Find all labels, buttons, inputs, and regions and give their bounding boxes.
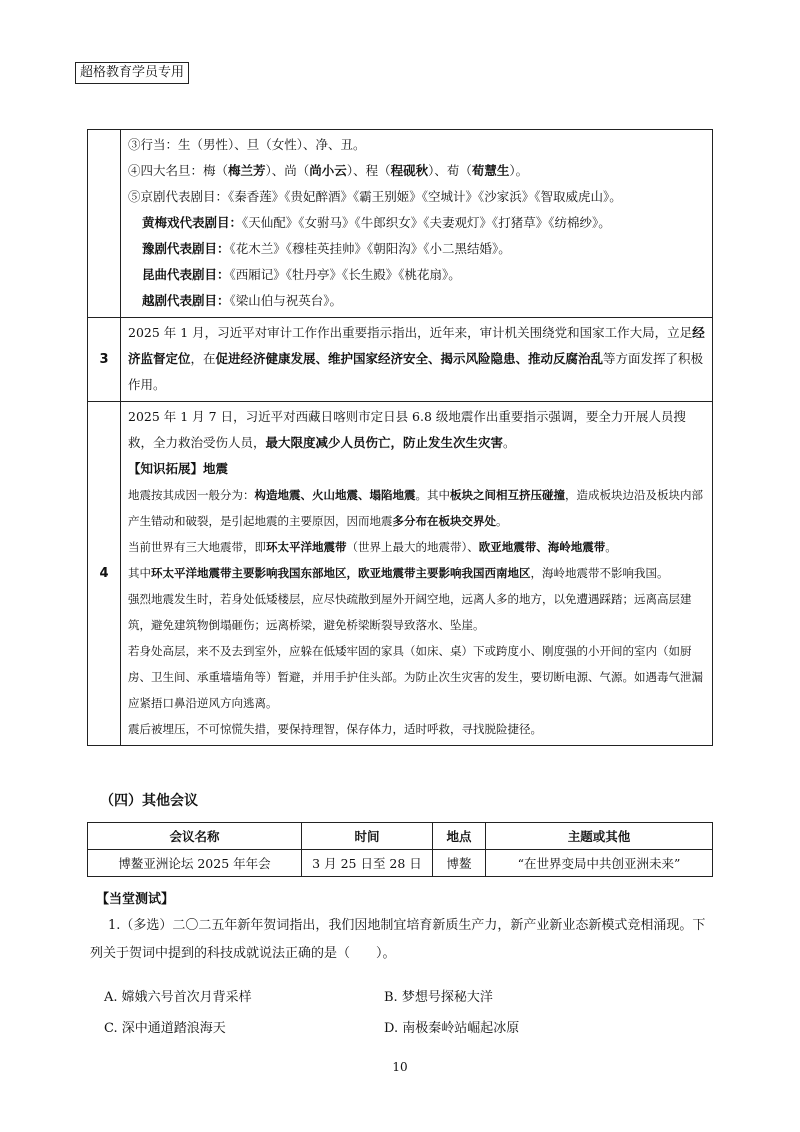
belt-impact: 其中环太平洋地震带主要影响我国东部地区，欧亚地震带主要影响我国西南地区，海岭地震带不影响我国。 <box>128 566 669 580</box>
meeting-place: 博鳌 <box>433 850 486 877</box>
question-text: 1.（多选）二〇二五年新年贺词指出，我们因地制宜培育新质生产力，新产业新业态新模式竞相涌现。下列关于贺词中提到的科技成就说法正确的是（ ）。 <box>90 918 706 961</box>
huangmei-repertoire: 黄梅戏代表剧目：《天仙配》《女驸马》《牛郎织女》《夫妻观灯》《打猪草》《纺棉纱》。 <box>142 215 611 230</box>
earthquake-causes: 地震按其成因一般分为：构造地震、火山地震、塌陷地震。其中板块之间相互挤压碰撞，造成板块边沿及板块内部产生错动和破裂，是引起地震的主要原因，因而地震多分布在板块交界处。 <box>128 488 703 528</box>
option-d: D. 南极秦岭站崛起冰原 <box>384 1021 520 1036</box>
low-floor-advice: 强烈地震发生时，若身处低矮楼层，应尽快疏散到屋外开阔空地，远离人多的地方，以免遭遇踩踏；远离高层建筑，避免建筑物倒塌砸伤；远离桥梁，避免桥梁断裂导致落水、坠崖。 <box>128 592 692 632</box>
four-dan: ④四大名旦：梅（梅兰芳）、尚（尚小云）、程（程砚秋）、荀（荀慧生）。 <box>128 163 529 178</box>
opera-content <box>121 130 713 318</box>
meeting-name: 博鳌亚洲论坛 2025 年年会 <box>88 850 302 877</box>
main-table <box>87 129 713 746</box>
option-b: B. 梦想号探秘大洋 <box>384 990 493 1005</box>
trapped-advice: 震后被埋压，不可惊慌失措，要保持理智，保存体力，适时呼救，寻找脱险捷径。 <box>128 722 542 736</box>
test-title: 【当堂测试】 <box>96 892 175 907</box>
kunqu-repertoire: 昆曲代表剧目：《西厢记》《牡丹亭》《长生殿》《桃花扇》。 <box>142 267 461 282</box>
yue-opera-repertoire: 越剧代表剧目：《梁山伯与祝英台》。 <box>142 293 343 308</box>
meeting-theme: “在世界变局中共创亚洲未来” <box>486 850 713 877</box>
peking-opera-repertoire: ⑤京剧代表剧目：《秦香莲》《贵妃醉酒》《霸王别姬》《空城计》《沙家浜》《智取威虎山》。 <box>128 189 622 204</box>
page-number: 10 <box>392 1060 408 1074</box>
yu-opera-repertoire: 豫剧代表剧目：《花木兰》《穆桂英挂帅》《朝阳沟》《小二黑结婚》。 <box>142 241 511 256</box>
column-header: 时间 <box>302 823 433 850</box>
row-number: 3 <box>88 318 121 402</box>
audit-paragraph: 2025 年 1 月，习近平对审计工作作出重要指示指出，近年来，审计机关围绕党和国家工作大局，立足经济监督定位，在促进经济健康发展、维护国家经济安全、揭示风险隐患、推动反腐治乱等方面发挥了积极作用。 <box>128 325 705 392</box>
high-floor-advice: 若身处高层，来不及去到室外，应躲在低矮牢固的家具（如床、桌）下或跨度小、刚度强的小开间的室内（如厨房、卫生间、承重墙墙角等）暂避，并用手护住头部。为防止次生灾害的发生，要切断电源、气源。如遇毒气泄漏应紧捂口鼻沿逆风方向逃离。 <box>128 644 703 710</box>
table-row <box>88 318 713 402</box>
option-a: A. 嫦娥六号首次月背采样 <box>104 990 252 1005</box>
section-title: （四）其他会议 <box>100 793 198 809</box>
meetings-table <box>87 822 713 877</box>
row-number <box>88 130 121 318</box>
table-row <box>88 130 713 318</box>
meeting-time: 3 月 25 日至 28 日 <box>302 850 433 877</box>
earthquake-content <box>121 402 713 746</box>
opera-roles: ③行当：生（男性）、旦（女性）、净、丑。 <box>128 137 366 152</box>
column-header: 地点 <box>433 823 486 850</box>
row-number: 4 <box>88 402 121 746</box>
table-row <box>88 850 713 877</box>
knowledge-heading: 【知识拓展】地震 <box>128 461 229 476</box>
column-header: 会议名称 <box>88 823 302 850</box>
meetings-header-row <box>88 823 713 850</box>
audit-content <box>121 318 713 402</box>
header-stamp: 超格教育学员专用 <box>75 62 189 84</box>
column-header: 主题或其他 <box>486 823 713 850</box>
option-c: C. 深中通道踏浪海天 <box>104 1021 226 1036</box>
earthquake-instruction: 2025 年 1 月 7 日，习近平对西藏日喀则市定日县 6.8 级地震作出重要指示强调，要全力开展人员搜救，全力救治受伤人员，最大限度减少人员伤亡，防止发生次生灾害。 <box>128 409 686 450</box>
table-row <box>88 402 713 746</box>
options <box>104 980 664 1042</box>
earthquake-belts: 当前世界有三大地震带，即环太平洋地震带（世界上最大的地震带）、欧亚地震带、海岭地震带。 <box>128 540 617 554</box>
